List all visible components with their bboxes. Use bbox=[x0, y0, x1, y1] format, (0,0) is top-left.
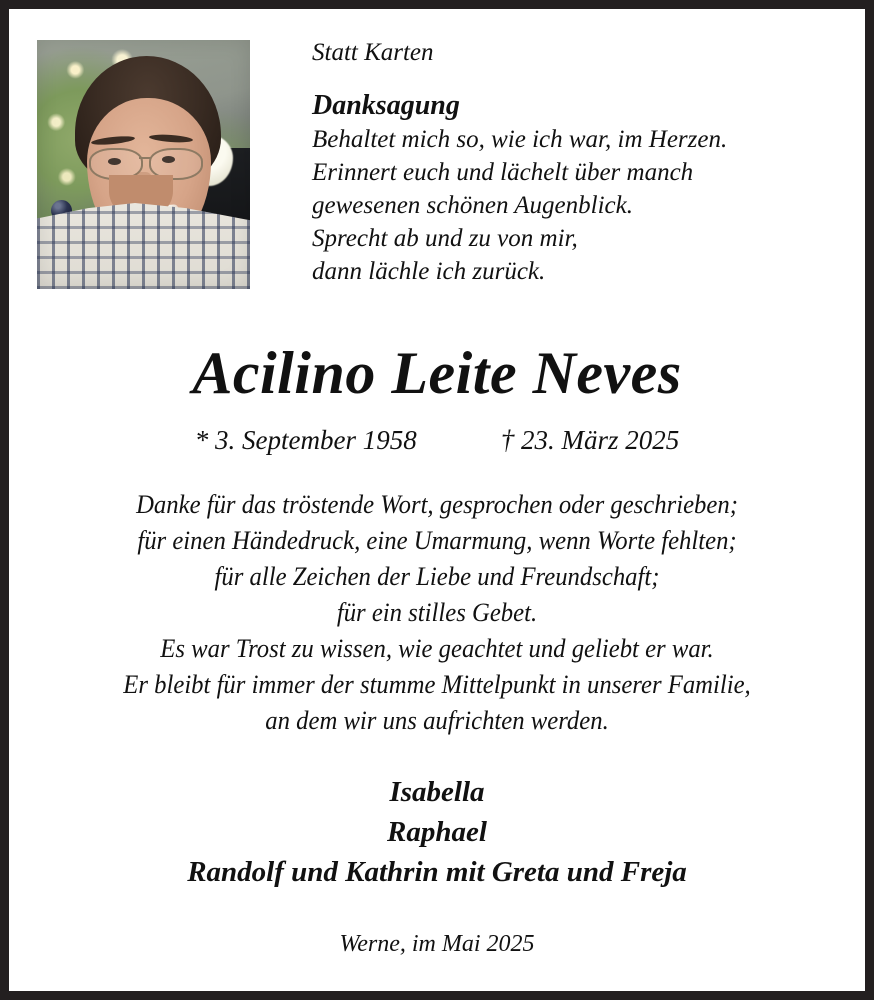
verse-line: Er bleibt für immer der stumme Mittelpunkt in unserer Familie, bbox=[123, 670, 751, 699]
verse-line: an dem wir uns aufrichten werden. bbox=[265, 706, 609, 735]
survivors-list bbox=[9, 772, 865, 892]
photo-background bbox=[37, 40, 250, 289]
deceased-name: Acilino Leite Neves bbox=[192, 340, 682, 406]
instead-of-cards-label: Statt Karten bbox=[312, 39, 434, 66]
portrait-photo bbox=[37, 40, 250, 289]
header-verse-line: gewesenen schönen Augenblick. bbox=[312, 192, 633, 219]
birth-date: * 3. September 1958 bbox=[194, 425, 417, 455]
place-and-date: Werne, im Mai 2025 bbox=[339, 931, 535, 957]
survivor-line: Isabella bbox=[389, 776, 485, 808]
survivor-line: Randolf und Kathrin mit Greta und Freja bbox=[187, 856, 687, 888]
header-verse bbox=[312, 123, 872, 288]
death-date: † 23. März 2025 bbox=[500, 425, 680, 455]
verse-line: für einen Händedruck, eine Umarmung, wenn Worte fehlten; bbox=[137, 526, 737, 555]
header-verse-line: Erinnert euch und lächelt über manch bbox=[312, 159, 694, 186]
life-dates bbox=[9, 423, 865, 457]
header-verse-line: Behaltet mich so, wie ich war, im Herzen. bbox=[312, 126, 728, 153]
survivor-line: Raphael bbox=[387, 816, 487, 848]
danksagung-title: Danksagung bbox=[312, 90, 460, 121]
verse-line: für ein stilles Gebet. bbox=[336, 598, 538, 627]
verse-line: Danke für das tröstende Wort, gesprochen oder geschrieben; bbox=[136, 490, 738, 519]
header-verse-line: Sprecht ab und zu von mir, bbox=[312, 225, 578, 252]
verse-line: für alle Zeichen der Liebe und Freundschaft; bbox=[214, 562, 660, 591]
header-verse-line: dann lächle ich zurück. bbox=[312, 258, 546, 285]
thank-you-verse bbox=[48, 487, 827, 739]
header-text-column bbox=[312, 37, 872, 288]
photo-vignette bbox=[37, 40, 250, 289]
verse-line: Es war Trost zu wissen, wie geachtet und geliebt er war. bbox=[160, 634, 714, 663]
notice-inner bbox=[9, 9, 865, 991]
